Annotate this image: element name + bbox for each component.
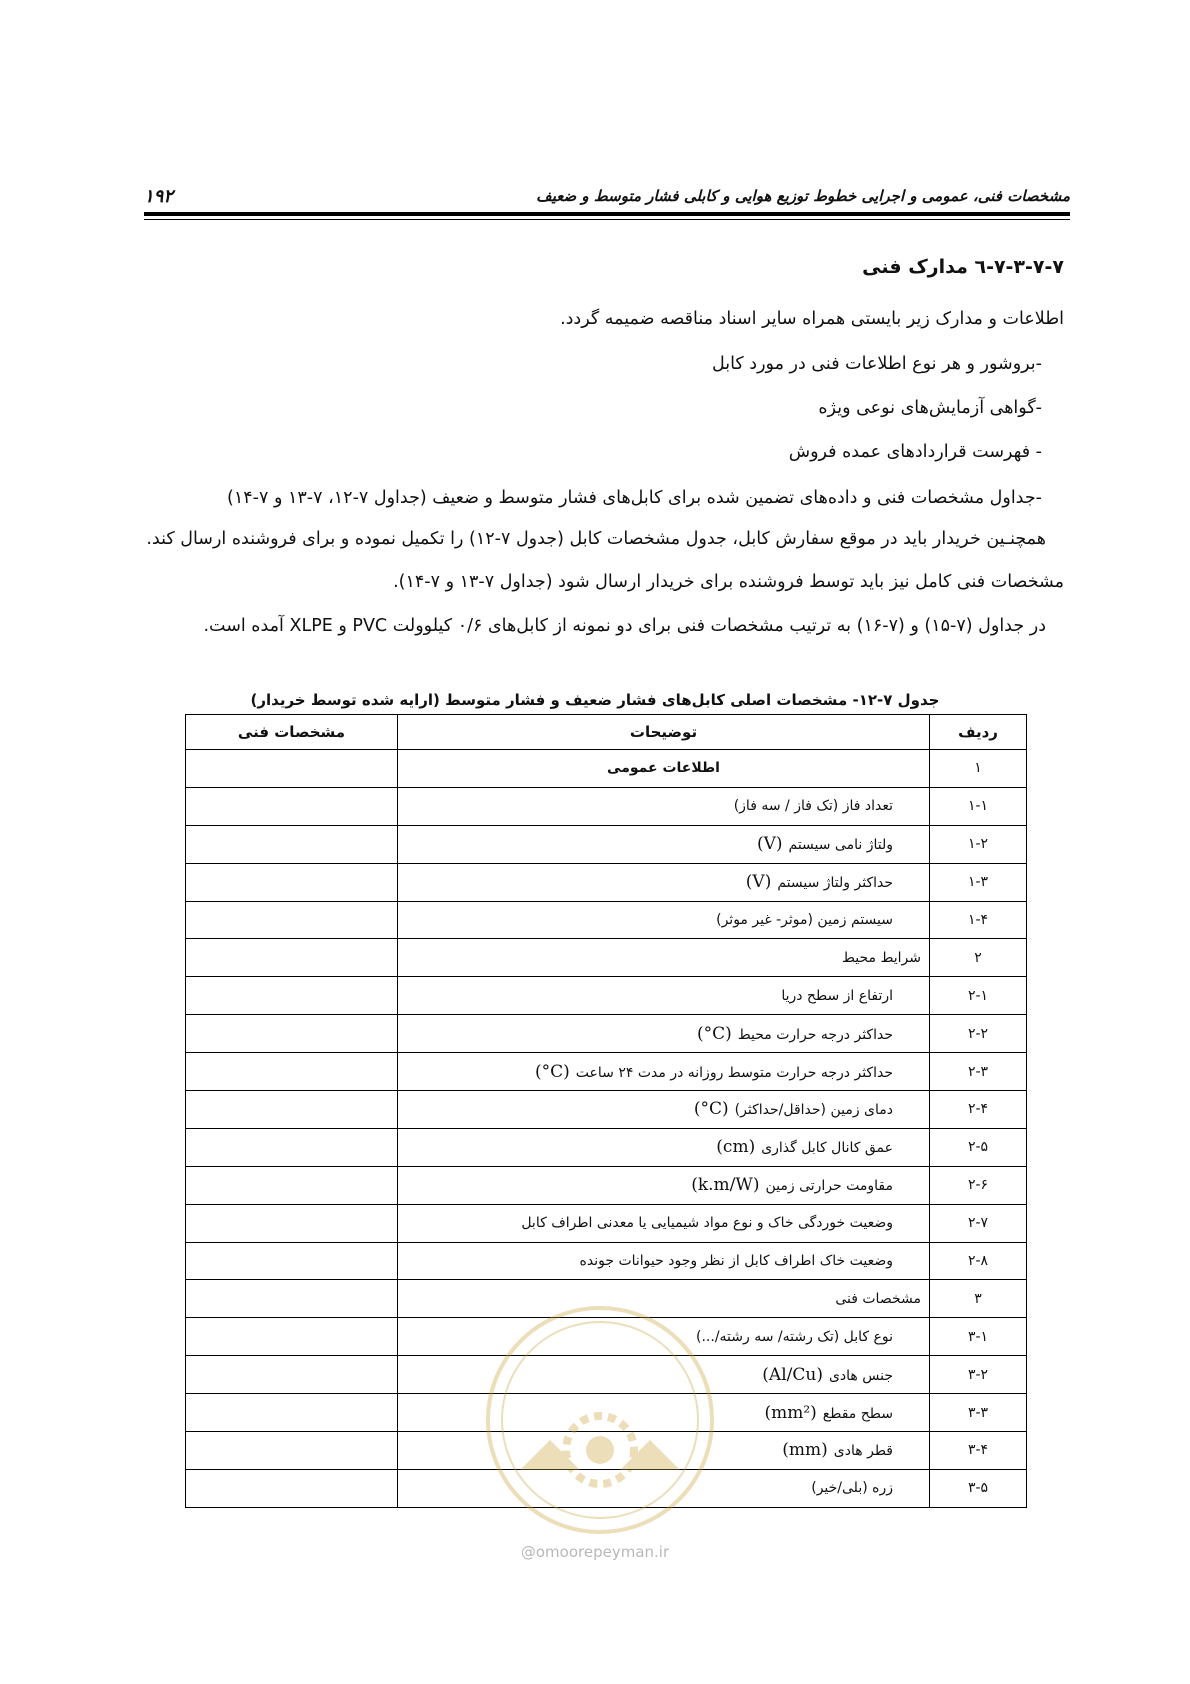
row-description-text: حداکثر درجه حرارت محیط: [737, 1026, 893, 1043]
row-number: ۱-۱: [930, 787, 1027, 825]
row-description-text: وضعیت خاک اطراف کابل از نظر وجود حیوانات جونده: [579, 1253, 893, 1270]
row-number: ۳-۱: [930, 1318, 1027, 1356]
header-row-number: ردیف: [930, 715, 1027, 750]
table-row: [186, 1053, 1027, 1091]
table-row: [186, 1356, 1027, 1394]
row-number: ۳-۲: [930, 1356, 1027, 1394]
row-number: ۲-۲: [930, 1015, 1027, 1053]
row-description: [398, 1432, 930, 1470]
row-spec-value[interactable]: [186, 901, 398, 939]
table-row: [186, 1394, 1027, 1432]
row-description: [398, 863, 930, 901]
row-description-text: تعداد فاز (تک فاز / سه فاز): [733, 798, 893, 815]
row-spec-value[interactable]: [186, 863, 398, 901]
row-description: [398, 1128, 930, 1166]
header-rule-thin: [144, 219, 1070, 220]
row-spec-value[interactable]: [186, 1318, 398, 1356]
section-heading: ۷-۳-۷-۷-٦ مدارک فنی: [862, 256, 1064, 278]
table-row: [186, 1280, 1027, 1318]
list-item-tables: -جداول مشخصات فنی و داده‌های تضمین شده برای کابل‌های فشار متوسط و ضعیف (جداول ۷-۱۲، ۷-۱۳ و ۷-۱۴): [227, 488, 1042, 508]
row-description-text: وضعیت خوردگی خاک و نوع مواد شیمیایی یا معدنی اطراف کابل: [521, 1215, 893, 1232]
table-row: [186, 787, 1027, 825]
row-unit: (Al/Cu): [762, 1364, 823, 1385]
row-description-text: مقاومت حرارتی زمین: [765, 1178, 893, 1195]
row-number: ۲-۸: [930, 1242, 1027, 1280]
row-unit: (°C): [535, 1061, 570, 1082]
row-description-text: سیستم زمین (موثر- غیر موثر): [716, 912, 893, 928]
table-row: [186, 1242, 1027, 1280]
row-spec-value[interactable]: [186, 939, 398, 977]
row-description: [398, 977, 930, 1015]
row-description: [398, 1394, 930, 1432]
row-unit: (°C): [696, 1023, 732, 1044]
table-row: [186, 863, 1027, 901]
row-spec-value[interactable]: [186, 1356, 398, 1394]
list-item-brochure: -بروشور و هر نوع اطلاعات فنی در مورد کابل: [711, 354, 1042, 374]
table-row: [186, 1128, 1027, 1166]
row-spec-value[interactable]: [186, 1432, 398, 1470]
row-description-text: زره (بلی/خیر): [811, 1480, 893, 1497]
row-description: [398, 1015, 930, 1053]
table-row: [186, 1166, 1027, 1204]
row-spec-value[interactable]: [186, 825, 398, 863]
row-description-text: سطح مقطع: [822, 1405, 893, 1422]
row-spec-value[interactable]: [186, 1053, 398, 1091]
row-description: [398, 825, 930, 863]
row-description-text: نوع کابل (تک رشته/ سه رشته/...): [696, 1328, 893, 1345]
header-rule-thick: [144, 212, 1070, 216]
row-number: ۲-۵: [930, 1128, 1027, 1166]
row-spec-value[interactable]: [186, 977, 398, 1015]
row-number: ۱-۲: [930, 825, 1027, 863]
row-description: [398, 1204, 930, 1242]
row-unit: (k.m/W): [691, 1175, 760, 1196]
row-number: ۲-۶: [930, 1166, 1027, 1204]
row-spec-value[interactable]: [186, 787, 398, 825]
row-description: [398, 1280, 930, 1318]
row-spec-value[interactable]: [186, 1128, 398, 1166]
row-description: [398, 1053, 930, 1091]
row-number: ۳-۳: [930, 1394, 1027, 1432]
row-description: [398, 1356, 930, 1394]
row-unit: (mm): [782, 1440, 828, 1461]
row-description-text: اطلاعات عمومی: [607, 760, 720, 777]
row-spec-value[interactable]: [186, 750, 398, 788]
paragraph-seller: مشخصات فنی کامل نیز باید توسط فروشنده برای خریدار ارسال شود (جداول ۷-۱۳ و ۷-۱۴).: [393, 572, 1064, 592]
row-spec-value[interactable]: [186, 1204, 398, 1242]
table-row: [186, 1204, 1027, 1242]
row-number: ۲: [930, 939, 1027, 977]
row-description-text: جنس هادی: [828, 1367, 893, 1384]
row-description: [398, 1469, 930, 1507]
table-row: [186, 1469, 1027, 1507]
table-row: [186, 1318, 1027, 1356]
row-description-text: ارتفاع از سطح دریا: [781, 987, 893, 1004]
table-row: [186, 939, 1027, 977]
row-description: [398, 1091, 930, 1129]
page-header: [144, 184, 1070, 208]
table-body: [186, 750, 1027, 1508]
row-unit: (V): [756, 834, 783, 855]
row-number: ۲-۷: [930, 1204, 1027, 1242]
row-description-text: قطر هادی: [833, 1443, 893, 1460]
list-item-contracts: - فهرست قراردادهای عمده فروش: [788, 442, 1042, 462]
row-unit: (°C): [693, 1099, 729, 1120]
row-description: [398, 1318, 930, 1356]
table-row: [186, 825, 1027, 863]
spec-table: [185, 714, 1027, 1508]
row-description: [398, 1242, 930, 1280]
table-row: [186, 1091, 1027, 1129]
row-number: ۲-۳: [930, 1053, 1027, 1091]
paragraph-buyer: همچنـین خریدار باید در موقع سفارش کابل، جدول مشخصات کابل (جدول ۷-۱۲) را تکمیل نموده و برای فروشنده ارسال کند.: [146, 529, 1046, 549]
row-number: ۳-۴: [930, 1432, 1027, 1470]
table-row: [186, 977, 1027, 1015]
row-unit: (V): [745, 872, 772, 893]
row-number: ۳-۵: [930, 1469, 1027, 1507]
running-title: مشخصات فنی، عمومی و اجرایی خطوط توزیع هوایی و کابلی فشار متوسط و ضعیف: [536, 187, 1070, 205]
table-row: [186, 1432, 1027, 1470]
row-unit: (cm): [716, 1137, 756, 1158]
row-description-text: مشخصات فنی: [835, 1290, 921, 1307]
row-description: [398, 750, 930, 788]
row-description: [398, 787, 930, 825]
row-description: [398, 1166, 930, 1204]
row-spec-value[interactable]: [186, 1015, 398, 1053]
header-spec: مشخصات فنی: [186, 715, 398, 750]
row-description-text: شرایط محیط: [841, 949, 921, 966]
row-spec-value[interactable]: [186, 1280, 398, 1318]
row-number: ۱-۴: [930, 901, 1027, 939]
row-unit: (mm²): [764, 1402, 817, 1423]
row-description: [398, 939, 930, 977]
row-spec-value[interactable]: [186, 1091, 398, 1129]
paragraph-intro: اطلاعات و مدارک زیر بایستی همراه سایر اسناد مناقصه ضمیمه گردد.: [560, 309, 1064, 329]
row-spec-value[interactable]: [186, 1469, 398, 1507]
table-caption: جدول ۷-۱۲- مشخصات اصلی کابل‌های فشار ضعیف و فشار متوسط (ارایه شده توسط خریدار): [250, 691, 940, 709]
row-description-text: ولتاژ نامی سیستم: [788, 837, 893, 854]
page-number: ۱۹۲: [144, 185, 174, 207]
row-number: ۲-۱: [930, 977, 1027, 1015]
table-row: [186, 750, 1027, 788]
row-description: [398, 901, 930, 939]
row-description-text: حداکثر درجه حرارت متوسط روزانه در مدت ۲۴ ساعت: [575, 1064, 893, 1081]
table-row: [186, 901, 1027, 939]
row-number: ۱: [930, 750, 1027, 788]
list-item-type-tests: -گواهی آزمایش‌های نوعی ویژه: [818, 398, 1042, 418]
row-number: ۳: [930, 1280, 1027, 1318]
row-description-text: حداکثر ولتاژ سیستم: [777, 875, 893, 892]
row-spec-value[interactable]: [186, 1394, 398, 1432]
header-description: توضیحات: [398, 715, 930, 750]
row-spec-value[interactable]: [186, 1166, 398, 1204]
row-number: ۲-۴: [930, 1091, 1027, 1129]
table-header-row: [186, 715, 1027, 750]
row-description-text: دمای زمین (حداقل/حداکثر): [734, 1102, 893, 1119]
row-description-text: عمق کانال کابل گذاری: [761, 1140, 893, 1157]
table-row: [186, 1015, 1027, 1053]
row-spec-value[interactable]: [186, 1242, 398, 1280]
paragraph-examples: در جداول (۷-۱۵) و (۷-۱۶) به ترتیب مشخصات فنی برای دو نمونه از کابل‌های ۰/۶ کیلوولت PVC و XLPE آمده است.: [203, 616, 1046, 636]
row-number: ۱-۳: [930, 863, 1027, 901]
watermark-site: @omoorepeyman.ir: [520, 1543, 670, 1561]
